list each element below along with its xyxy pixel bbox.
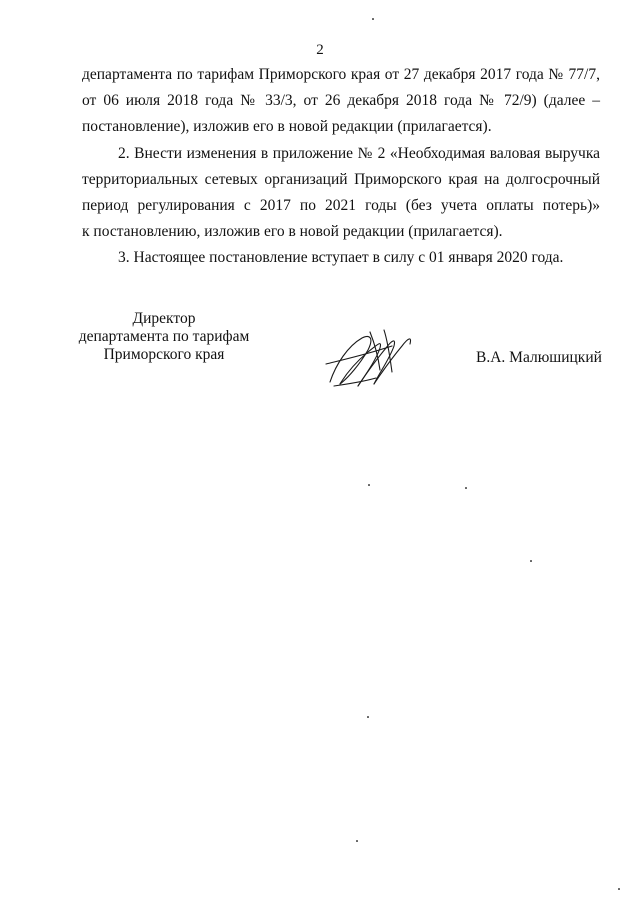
body-line: от 06 июля 2018 года № 33/3, от 26 декабря 2018 года № 72/9) (далее – [82,92,600,110]
signer-position-line: Приморского края [103,346,225,363]
page-number: 2 [316,42,324,58]
scan-speck [372,18,374,20]
scan-speck [356,840,358,842]
signer-position-line: департамента по тарифам [78,328,250,345]
scan-speck [618,888,620,890]
scan-speck [367,716,369,718]
body-line: период регулирования с 2017 по 2021 годы (без учета оплаты потерь)» [82,197,600,215]
document-body [82,62,600,272]
scan-speck [465,487,467,489]
body-line: территориальных сетевых организаций Приморского края на долгосрочный [82,170,600,188]
signer-position [75,310,253,364]
body-line: 2. Внести изменения в приложение № 2 «Необходимая валовая выручка [118,144,600,162]
handwritten-signature [322,324,414,392]
signer-position-line: Директор [132,310,196,327]
scan-speck [368,484,370,486]
scan-speck [530,560,532,562]
signature-block [0,310,640,390]
body-line: постановление), изложив его в новой редакции (прилагается). [82,118,492,136]
body-line: департамента по тарифам Приморского края от 27 декабря 2017 года № 77/7, [82,66,600,83]
body-line: 3. Настоящее постановление вступает в силу с 01 января 2020 года. [118,249,564,267]
body-line: к постановлению, изложив его в новой редакции (прилагается). [82,223,503,241]
signer-name: В.А. Малюшицкий [476,349,602,366]
